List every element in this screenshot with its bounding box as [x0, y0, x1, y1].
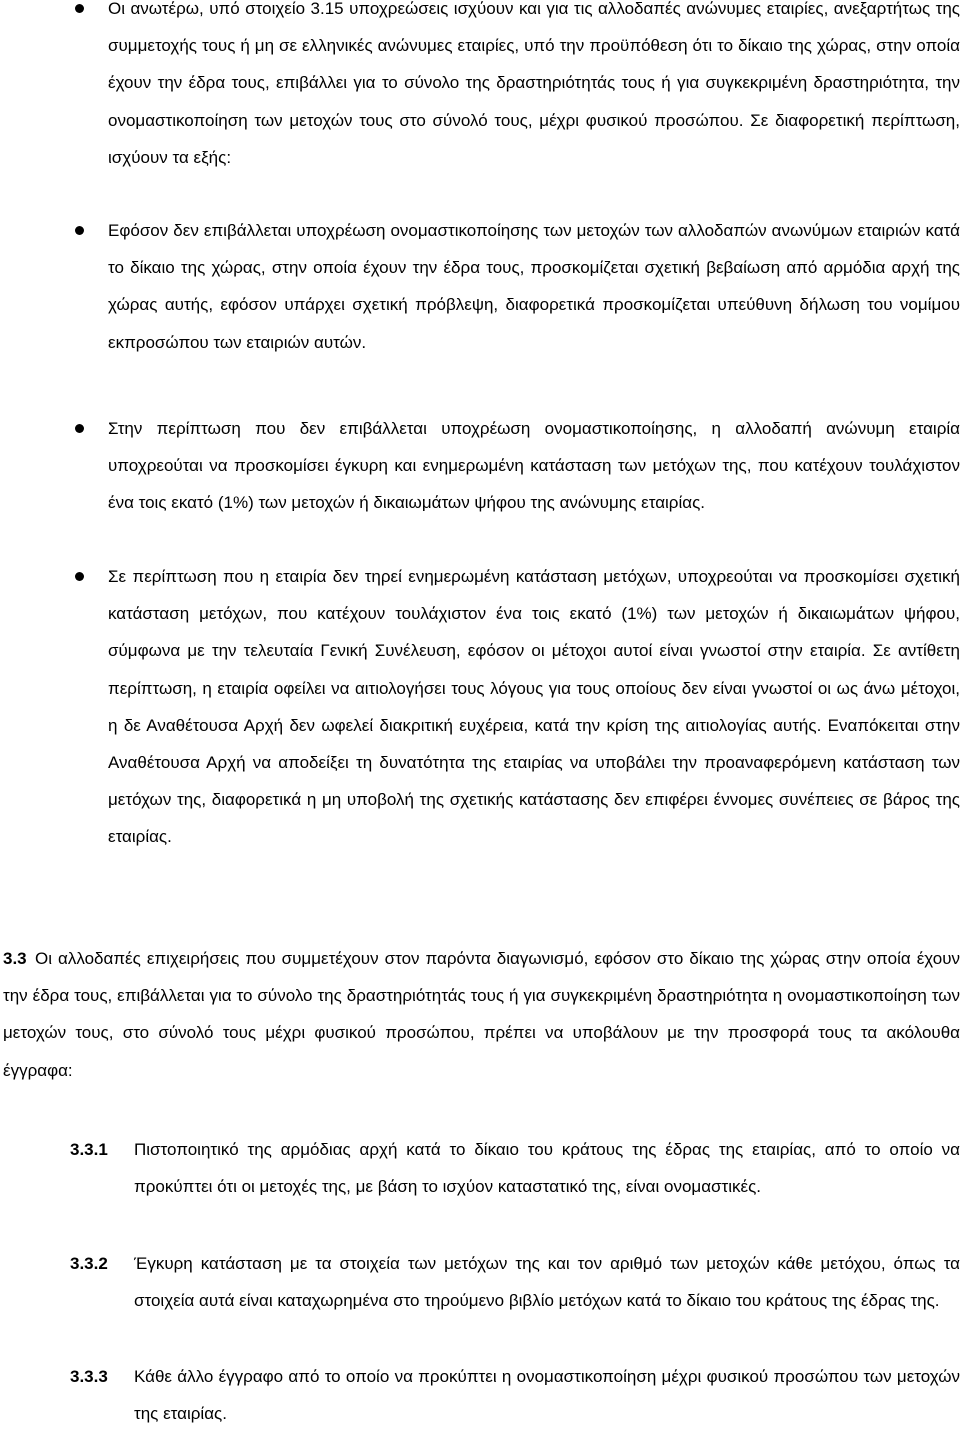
section-3-3 — [3, 940, 960, 1089]
bullet-dot-icon — [75, 424, 84, 433]
subsection-text: Κάθε άλλο έγγραφο από το οποίο να προκύπτει η ονομαστικοποίηση μέχρι φυσικού προσώπου των μετοχών της εταιρίας. — [134, 1367, 960, 1424]
bullet-item — [75, 410, 960, 522]
bullet-text: Στην περίπτωση που δεν επιβάλλεται υποχρέωση ονομαστικοποίησης, η αλλοδαπή ανώνυμη εταιρία υποχρεούται να προσκομίσει έγκυρη και ενημερωμένη κατάσταση των μετόχων της, που κατέχουν τουλάχιστον ένα τοις εκατό (1%) των μετοχών ή δικαιωμάτων ψήφου της ανώνυμης εταιρίας. — [108, 419, 960, 513]
section-number: 3.3 — [3, 949, 27, 968]
subsection-number: 3.3.3 — [70, 1367, 108, 1386]
bullet-text: Οι ανωτέρω, υπό στοιχείο 3.15 υποχρεώσεις ισχύουν και για τις αλλοδαπές ανώνυμες εταιρίες, ανεξαρτήτως της συμμετοχής τους ή μη σε ελληνικές ανώνυμες εταιρίες, υπό την προϋπόθεση ότι το δίκαιο της χώρας, στην οποία έχουν την έδρα τους, επιβάλλει για το σύνολο της δραστηριότητάς τους ή για συγκεκριμένη δραστηριότητα, την ονομαστικοποίηση των μετοχών τους στο σύνολό τους, μέχρι φυσικού προσώπου. Σε διαφορετική περίπτωση, ισχύουν τα εξής: — [108, 0, 960, 167]
subsection-text: Πιστοποιητικό της αρμόδιας αρχή κατά το δίκαιο του κράτους της έδρας της εταιρίας, από το οποίο να προκύπτει ότι οι μετοχές της, με βάση το ισχύον καταστατικό της, είναι ονομαστικές. — [134, 1140, 960, 1197]
bullet-item — [75, 0, 960, 176]
subsection-3-3-1 — [70, 1131, 960, 1205]
bullet-item — [75, 212, 960, 361]
section-text: Οι αλλοδαπές επιχειρήσεις που συμμετέχουν στον παρόντα διαγωνισμό, εφόσον στο δίκαιο της χώρας στην οποία έχουν την έδρα τους, επιβάλλεται για το σύνολο της δραστηριότητάς τους ή για συγκεκριμένη δραστηριότητα η ονομαστικοποίηση των μετοχών τους, στο σύνολό τους μέχρι φυσικού προσώπου, πρέπει να υποβάλουν με την προσφορά τους τα ακόλουθα έγγραφα: — [3, 949, 960, 1080]
subsection-text: Έγκυρη κατάσταση με τα στοιχεία των μετόχων της και τον αριθμό των μετοχών κάθε μετόχου, όπως τα στοιχεία αυτά είναι καταχωρημένα στο τηρούμενο βιβλίο μετόχων κατά το δίκαιο του κράτους της έδρας της. — [134, 1254, 960, 1311]
subsection-number: 3.3.1 — [70, 1140, 108, 1159]
bullet-text: Εφόσον δεν επιβάλλεται υποχρέωση ονομαστικοποίησης των μετοχών των αλλοδαπών ανωνύμων εταιριών κατά το δίκαιο της χώρας, στην οποία έχουν την έδρα τους, προσκομίζεται σχετική βεβαίωση από αρμόδια αρχή της χώρας αυτής, εφόσον υπάρχει σχετική πρόβλεψη, διαφορετικά προσκομίζεται υπεύθυνη δήλωση του νομίμου εκπροσώπου των εταιριών αυτών. — [108, 221, 960, 352]
bullet-item — [75, 558, 960, 856]
bullet-dot-icon — [75, 226, 84, 235]
bullet-dot-icon — [75, 572, 84, 581]
subsection-3-3-3 — [70, 1358, 960, 1432]
subsection-number: 3.3.2 — [70, 1254, 108, 1273]
bullet-dot-icon — [75, 4, 84, 13]
bullet-text: Σε περίπτωση που η εταιρία δεν τηρεί ενημερωμένη κατάσταση μετόχων, υποχρεούται να προσκομίσει σχετική κατάσταση μετόχων, που κατέχουν τουλάχιστον ένα τοις εκατό (1%) των μετοχών ή δικαιωμάτων ψήφου, σύμφωνα με την τελευταία Γενική Συνέλευση, εφόσον οι μέτοχοι αυτοί είναι γνωστοί στην εταιρία. Σε αντίθετη περίπτωση, η εταιρία οφείλει να αιτιολογήσει τους λόγους για τους οποίους δεν είναι γνωστοί οι ως άνω μέτοχοι, η δε Αναθέτουσα Αρχή δεν ωφελεί διακριτική ευχέρεια, κατά την κρίση της αιτιολογίας αυτής. Εναπόκειται στην Αναθέτουσα Αρχή να αποδείξει τη δυνατότητα της εταιρίας να υποβάλει την προαναφερόμενη κατάσταση των μετόχων της, διαφορετικά η μη υποβολή της σχετικής κατάστασης δεν επιφέρει έννομες συνέπειες σε βάρος της εταιρίας. — [108, 567, 960, 847]
subsection-3-3-2 — [70, 1245, 960, 1319]
